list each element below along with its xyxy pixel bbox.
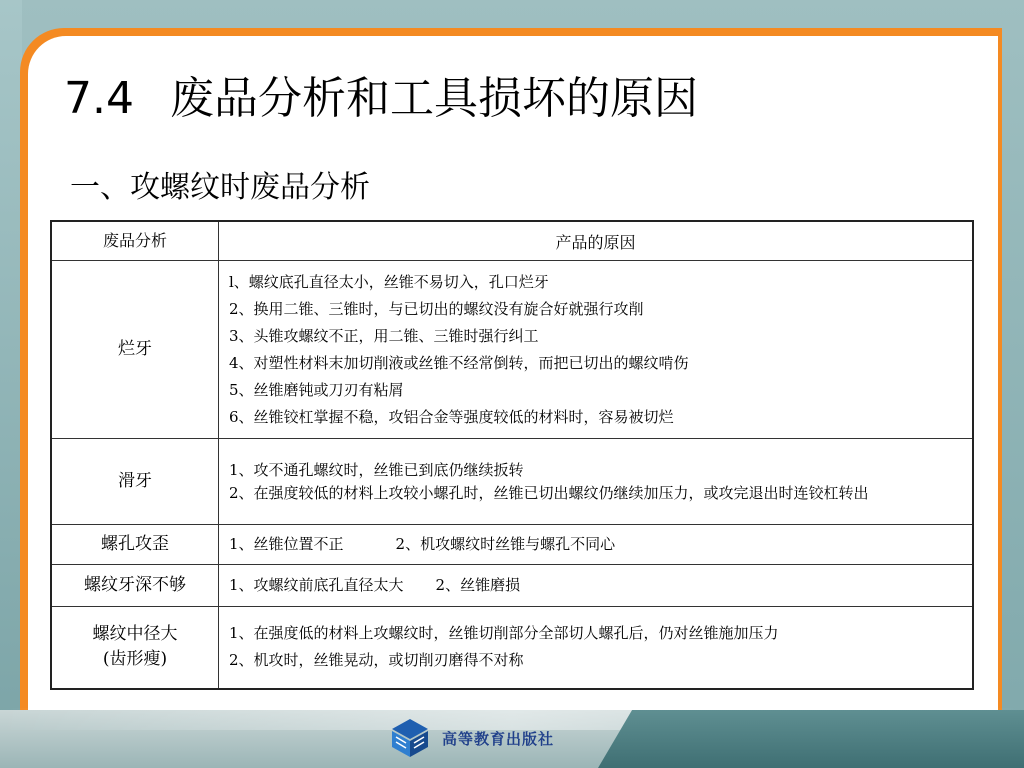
cause-line: 2、机攻时，丝锥晃动，或切削刃磨得不对称 xyxy=(229,651,524,670)
title-number: 7.4 xyxy=(64,73,134,124)
defect-line: 螺纹中径大 xyxy=(92,623,178,644)
cause-line: 1、在强度低的材料上攻螺纹时，丝锥切削部分全部切人螺孔后，仍对丝锥施加压力 xyxy=(229,624,779,643)
cause-cell xyxy=(219,439,974,525)
cause-cell xyxy=(219,565,974,607)
table-row xyxy=(51,565,973,607)
cause-line: 5、丝锥磨钝或刀刃有粘屑 xyxy=(229,380,404,399)
table-row xyxy=(51,439,973,525)
slide-title xyxy=(64,62,698,126)
defect-cell: 螺孔攻歪 xyxy=(51,525,219,565)
cause-item: 2、丝锥磨损 xyxy=(435,576,521,594)
header-cause: 产品的原因 xyxy=(219,221,974,261)
cause-line: 6、丝锥铰杠掌握不稳，攻铝合金等强度较低的材料时，容易被切烂 xyxy=(229,407,674,426)
table-row xyxy=(51,525,973,565)
cause-line: 2、换用二锥、三锥时，与已切出的螺纹没有旋合好就强行攻削 xyxy=(229,299,644,318)
publisher-block xyxy=(388,716,554,760)
defect-cell: 烂牙 xyxy=(51,261,219,439)
table-row xyxy=(51,607,973,689)
cause-cell xyxy=(219,607,974,689)
slide-subtitle: 一、攻螺纹时废品分析 xyxy=(70,170,370,205)
cause-item: 1、丝锥位置不正 xyxy=(229,535,344,553)
cause-cell xyxy=(219,525,974,565)
cause-line: 2、在强度较低的材料上攻较小螺孔时，丝锥已切出螺纹仍继续加压力，或攻完退出时连铰杠转出 xyxy=(229,483,869,502)
table-header-row xyxy=(51,221,973,261)
footer-dark-band xyxy=(598,710,1024,768)
cause-line: 3、头锥攻螺纹不正，用二锥、三锥时强行纠工 xyxy=(229,326,539,345)
cause-line: 1、攻不通孔螺纹时，丝锥已到底仍继续扳转 xyxy=(229,460,524,479)
title-text: 废品分析和工具损坏的原因 xyxy=(169,73,698,124)
publisher-book-logo-icon xyxy=(388,717,432,759)
cause-line: 4、对塑性材料末加切削液或丝锥不经常倒转，而把已切出的螺纹啃伤 xyxy=(229,353,689,372)
cause-line: l、螺纹底孔直径太小，丝锥不易切入，孔口烂牙 xyxy=(229,272,549,291)
cause-cell xyxy=(219,261,974,439)
defect-cell: 螺纹牙深不够 xyxy=(51,565,219,607)
cause-item: 2、机攻螺纹时丝锥与螺孔不同心 xyxy=(395,535,616,553)
defect-line: (齿形瘦) xyxy=(102,649,168,670)
defect-cell xyxy=(51,607,219,689)
cause-item: 1、攻螺纹前底孔直径太大 xyxy=(229,576,404,594)
publisher-name: 高等教育出版社 xyxy=(442,729,555,748)
defect-analysis-table xyxy=(50,220,974,690)
table-row xyxy=(51,261,973,439)
header-defect: 废品分析 xyxy=(51,221,219,261)
defect-cell: 滑牙 xyxy=(51,439,219,525)
left-decor-band xyxy=(0,0,22,768)
